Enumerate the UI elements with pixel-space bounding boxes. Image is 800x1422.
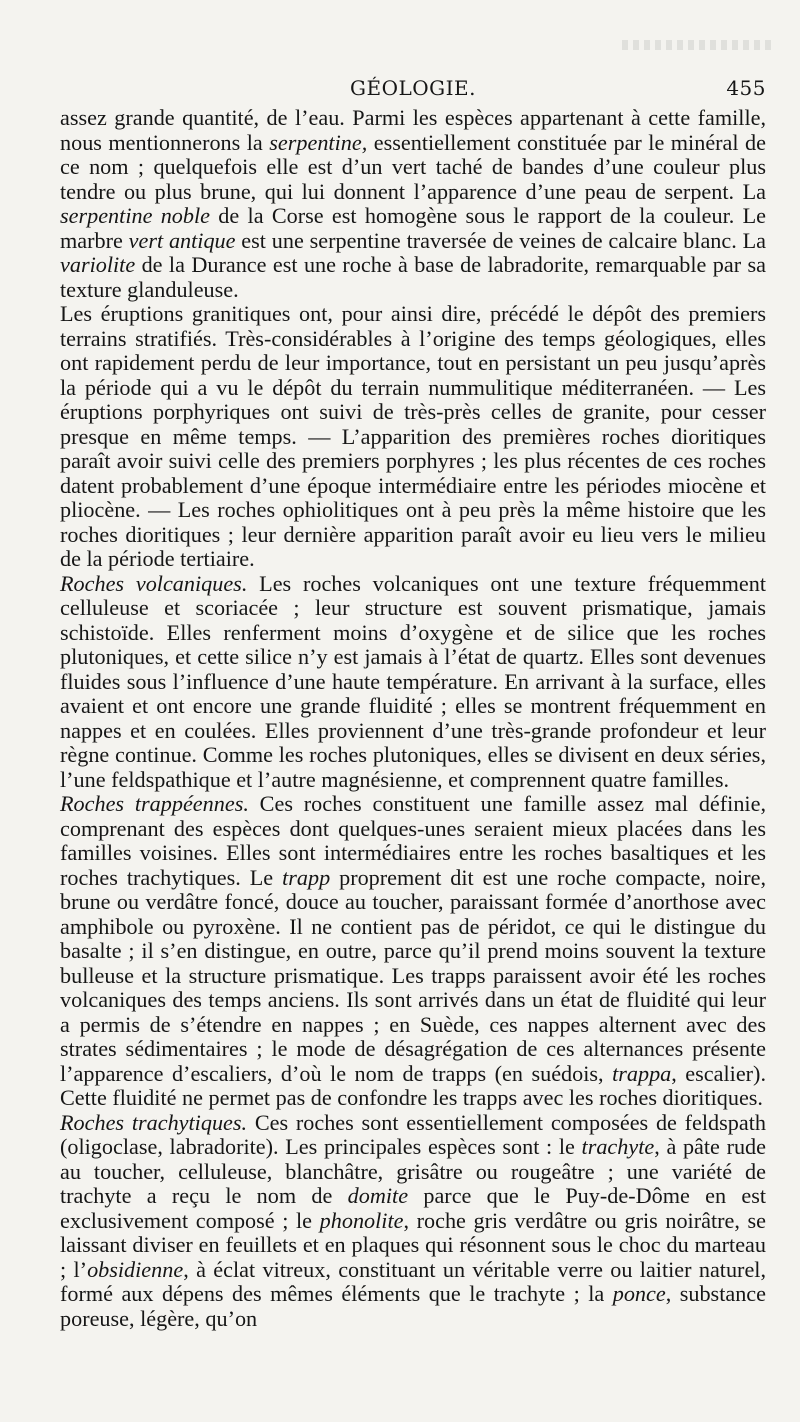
text-run: , substance poreuse, légère, qu’on <box>60 1281 766 1331</box>
italic-term: variolite <box>60 252 136 277</box>
italic-term: trachyte <box>581 1134 655 1159</box>
page-number: 455 <box>726 76 766 100</box>
text-run: , à pâte rude au toucher, celluleuse, blanchâtre, grisâtre ou rougeâtre ; une variété de trachyte a reçu le nom de <box>60 1134 766 1208</box>
paragraph <box>60 302 766 572</box>
text-run: parce que le Puy-de-Dôme en est exclusivement composé ; le <box>60 1183 766 1233</box>
text-run: proprement dit est une roche compacte, noire, brune ou verdâtre foncé, douce au toucher, paraissant formée d’anorthose avec amphibole ou pyroxène. Il ne contient pas de péridot, ce qui le distingue du basalte ; il s’en distingue, en outre, parce qu’il prend moins souvent la texture bulleuse et la structure prismatique. Les trapps paraissent avoir été les roches volcaniques des temps anciens. Ils sont arrivés dans un état de fluidité qui leur a permis de s’étendre en nappes ; en Suède, ces nappes alternent avec des strates sédimentaires ; le mode de désagrégation de ces alternances présente l’apparence d’escaliers, d’où le nom de trapps (en suédois, <box>60 864 766 1086</box>
text-run: de la Durance est une roche à base de labradorite, remarquable par sa texture glanduleuse. <box>60 252 766 302</box>
paragraph <box>60 106 766 302</box>
paragraph <box>60 572 766 793</box>
bleed-through-texture <box>622 40 772 50</box>
page-body-text <box>60 106 766 1331</box>
italic-term: trappa <box>612 1060 672 1086</box>
text-run: assez grande quantité, de l’eau. Parmi les espèces appartenant à cette famille, nous mentionnerons la <box>60 105 766 155</box>
italic-term: vert antique <box>128 227 236 253</box>
italic-term: Roches trachytiques. <box>60 1109 248 1135</box>
text-run: , à éclat vitreux, constituant un véritable verre ou laitier naturel, formé aux dépens des mêmes éléments que le trachyte ; la <box>60 1256 767 1306</box>
italic-term: serpentine noble <box>60 203 211 228</box>
text-run: essentiellement constituée par le minéral de ce nom ; quelquefois elle est d’un vert taché de bandes d’une couleur plus tendre ou plus brune, qui lui donnent l’apparence d’une peau de serpent. La <box>60 129 767 204</box>
italic-term: Roches volcaniques. <box>60 570 248 596</box>
text-run: Les roches volcaniques ont une texture fréquemment celluleuse et scoriacée ; leur structure est souvent prismatique, jamais schistoïde. Elles renferment moins d’oxygène et de silice que les roches plutoniques, et cette silice n’y est jamais à l’état de quartz. Elles sont devenues fluides sous l’influence d’une haute température. En arrivant à la surface, elles avaient et ont encore une grande fluidité ; elles se montrent fréquemment en nappes et en coulées. Elles proviennent d’une très-grande profondeur et leur règne continue. Comme les roches plutoniques, elles se divisent en deux séries, l’une feldspathique et l’autre magnésienne, et comprennent quatre familles. <box>60 570 766 792</box>
text-run: Ces roches constituent une famille assez mal définie, comprenant des espèces dont quelques-unes seraient mieux placées dans les familles voisines. Elles sont intermédiaires entre les roches basaltiques et les roches trachytiques. Le <box>60 791 766 890</box>
italic-term: Roches trappéennes. <box>60 791 249 816</box>
italic-term: serpentine, <box>269 129 368 155</box>
text-run: Ces roches sont essentiellement composées de feldspath (oligoclase, labradorite). Les principales espèces sont : le <box>60 1109 766 1159</box>
italic-term: obsidienne <box>87 1256 184 1282</box>
italic-term: ponce <box>612 1281 666 1306</box>
running-header <box>60 74 766 104</box>
italic-term: trapp <box>282 864 331 890</box>
italic-term: domite <box>347 1183 409 1208</box>
text-run: , escalier). Cette fluidité ne permet pas de confondre les trapps avec les roches dioritiques. <box>60 1060 766 1110</box>
text-run: Les éruptions granitiques ont, pour ainsi dire, précédé le dépôt des premiers terrains stratifiés. Très-considérables à l’origine des temps géologiques, elles ont rapidement perdu de leur importance, tout en persistant un peu jusqu’après la période qui a vu le dépôt du terrain nummulitique méditerranéen. — Les éruptions porphyriques ont suivi de très-près celles de granite, pour cesser presque en même temps. — L’apparition des premières roches dioritiques paraît avoir suivi celle des premiers porphyres ; les plus récentes de ces roches datent probablement d’une époque intermédiaire entre les périodes miocène et pliocène. — Les roches ophiolitiques ont à peu près la même histoire que les roches dioritiques ; leur dernière apparition paraît avoir eu lieu vers le milieu de la période tertiaire. <box>60 301 766 571</box>
text-run: est une serpentine traversée de veines de calcaire blanc. La <box>235 227 766 253</box>
text-run: , roche gris verdâtre ou gris noirâtre, se laissant diviser en feuillets et en plaques qui résonnent sous le choc du marteau ; l’ <box>60 1207 767 1282</box>
paragraph <box>60 792 766 1111</box>
text-run: de la Corse est homogène sous le rapport de la couleur. Le marbre <box>60 203 766 253</box>
italic-term: phonolite <box>319 1207 404 1233</box>
running-title: GÉOLOGIE. <box>350 76 476 100</box>
paragraph <box>60 1111 766 1332</box>
